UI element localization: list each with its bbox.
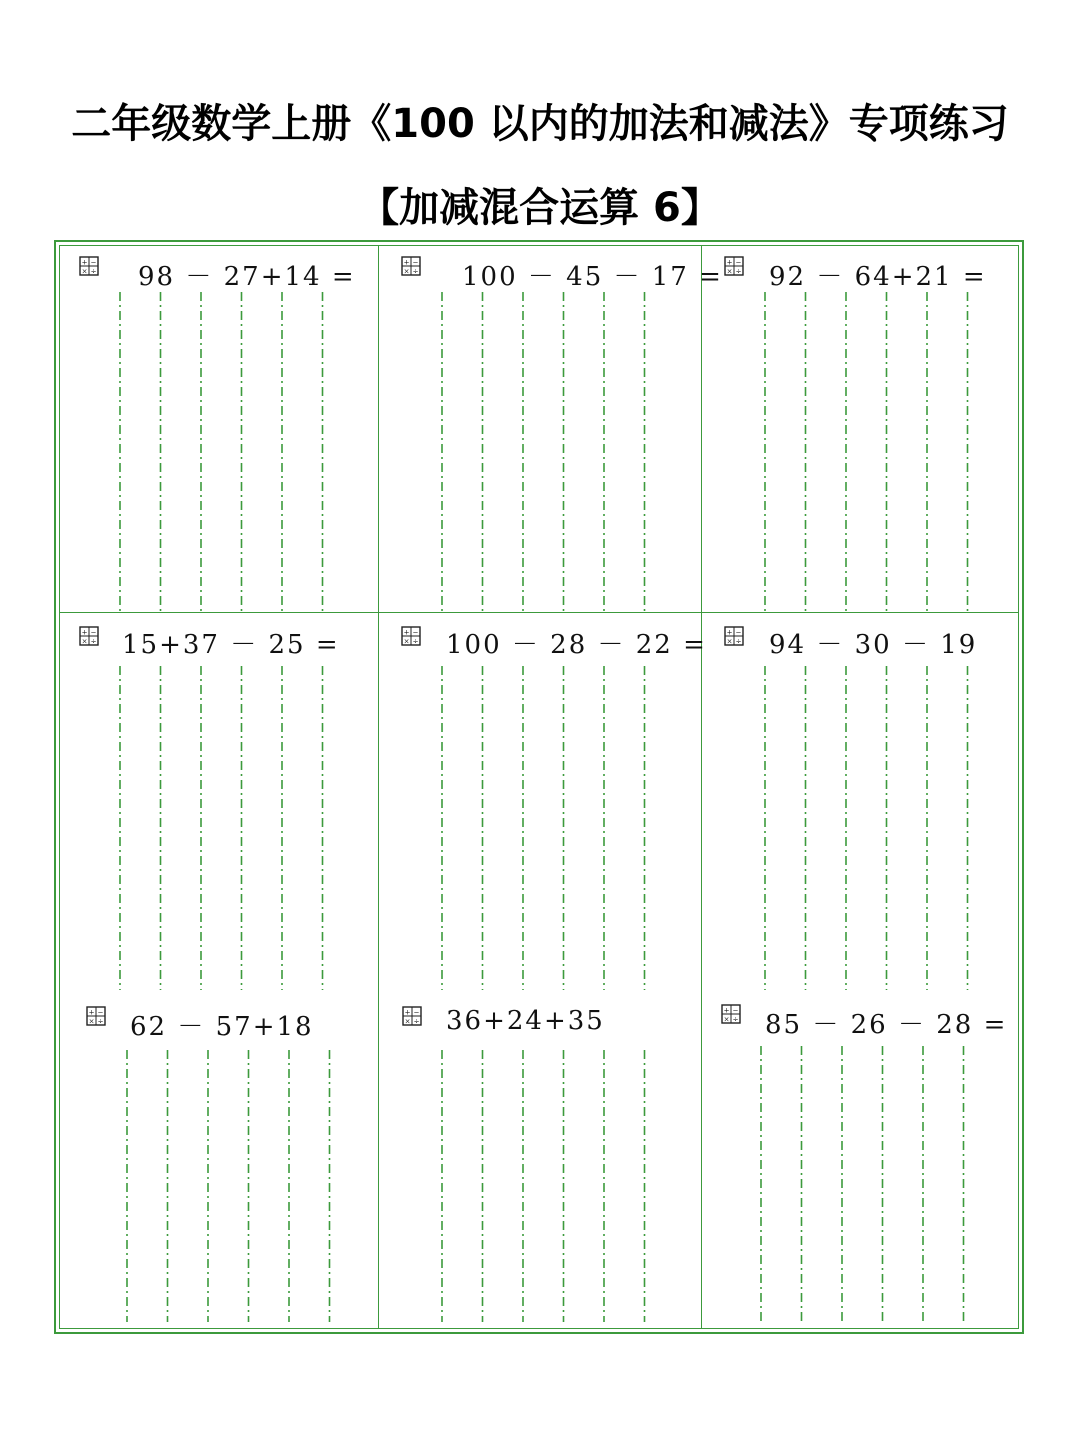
svg-text:+: + — [88, 1008, 95, 1017]
worksheet-grid — [54, 240, 1024, 1334]
svg-text:+: + — [726, 258, 733, 267]
svg-text:+: + — [723, 1006, 730, 1015]
svg-text:−: − — [90, 628, 97, 637]
problem-expression: 85 － 26 － 28 = — [765, 1010, 1008, 1040]
svg-text:−: − — [735, 258, 742, 267]
svg-text:×: × — [723, 1015, 730, 1024]
guide-lines-svg — [378, 292, 698, 612]
svg-text:÷: ÷ — [412, 637, 419, 646]
problem-expression: 15+37 － 25 = — [122, 630, 340, 660]
svg-text:+: + — [81, 628, 88, 637]
calculator-icon — [402, 1006, 422, 1026]
calculator-icon — [401, 626, 421, 646]
svg-text:+: + — [403, 628, 410, 637]
problem-cell — [378, 612, 707, 992]
calculator-icon — [724, 256, 744, 276]
svg-text:×: × — [403, 637, 410, 646]
svg-text:−: − — [413, 1008, 420, 1017]
svg-text:×: × — [88, 1017, 95, 1026]
problem-expression: 62 － 57+18 — [130, 1012, 314, 1042]
guide-lines-svg — [701, 666, 1021, 990]
calculator-icon — [401, 256, 421, 276]
problem-cell — [56, 612, 378, 992]
problem-expression: 92 － 64+21 = — [769, 262, 987, 292]
guide-lines-svg — [378, 1050, 698, 1322]
svg-text:÷: ÷ — [97, 1017, 104, 1026]
problem-cell — [701, 612, 1022, 992]
svg-text:+: + — [403, 258, 410, 267]
problem-cell — [56, 242, 378, 612]
svg-text:÷: ÷ — [735, 637, 742, 646]
svg-text:×: × — [81, 267, 88, 276]
calculator-icon — [79, 626, 99, 646]
problem-expression: 94 － 30 － 19 — [769, 630, 978, 660]
svg-text:×: × — [81, 637, 88, 646]
svg-text:÷: ÷ — [90, 637, 97, 646]
calculator-icon — [79, 256, 99, 276]
problem-cell — [701, 242, 1022, 612]
svg-text:÷: ÷ — [732, 1015, 739, 1024]
problem-expression: 100 － 28 － 22 = — [446, 630, 707, 660]
calculator-icon — [724, 626, 744, 646]
guide-lines-svg — [56, 666, 376, 990]
problem-expression: 100 － 45 － 17 = — [462, 262, 723, 292]
svg-text:+: + — [81, 258, 88, 267]
svg-text:×: × — [404, 1017, 411, 1026]
calculator-icon — [721, 1004, 741, 1024]
svg-text:+: + — [726, 628, 733, 637]
problem-cell — [378, 242, 723, 612]
guide-lines-svg — [378, 666, 698, 990]
guide-lines-svg — [56, 292, 376, 612]
svg-text:−: − — [735, 628, 742, 637]
svg-text:÷: ÷ — [90, 267, 97, 276]
problem-cell — [701, 992, 1022, 1332]
guide-lines-svg — [56, 1050, 376, 1322]
page-title: 二年级数学上册《100 以内的加法和减法》专项练习 — [71, 101, 1009, 147]
svg-text:×: × — [726, 637, 733, 646]
svg-text:÷: ÷ — [413, 1017, 420, 1026]
svg-text:+: + — [404, 1008, 411, 1017]
problem-expression: 36+24+35 — [446, 1006, 605, 1036]
svg-text:÷: ÷ — [735, 267, 742, 276]
guide-lines-svg — [701, 1046, 1021, 1322]
problem-cell — [56, 992, 378, 1332]
svg-text:−: − — [412, 628, 419, 637]
svg-text:−: − — [732, 1006, 739, 1015]
svg-text:−: − — [97, 1008, 104, 1017]
svg-text:÷: ÷ — [412, 267, 419, 276]
svg-text:−: − — [90, 258, 97, 267]
page-subtitle: 【加减混合运算 6】 — [359, 185, 721, 231]
guide-lines-svg — [701, 292, 1021, 612]
calculator-icon — [86, 1006, 106, 1026]
problem-cell — [378, 992, 701, 1332]
problem-expression: 98 － 27+14 = — [138, 262, 356, 292]
svg-text:×: × — [726, 267, 733, 276]
svg-text:−: − — [412, 258, 419, 267]
svg-text:×: × — [403, 267, 410, 276]
